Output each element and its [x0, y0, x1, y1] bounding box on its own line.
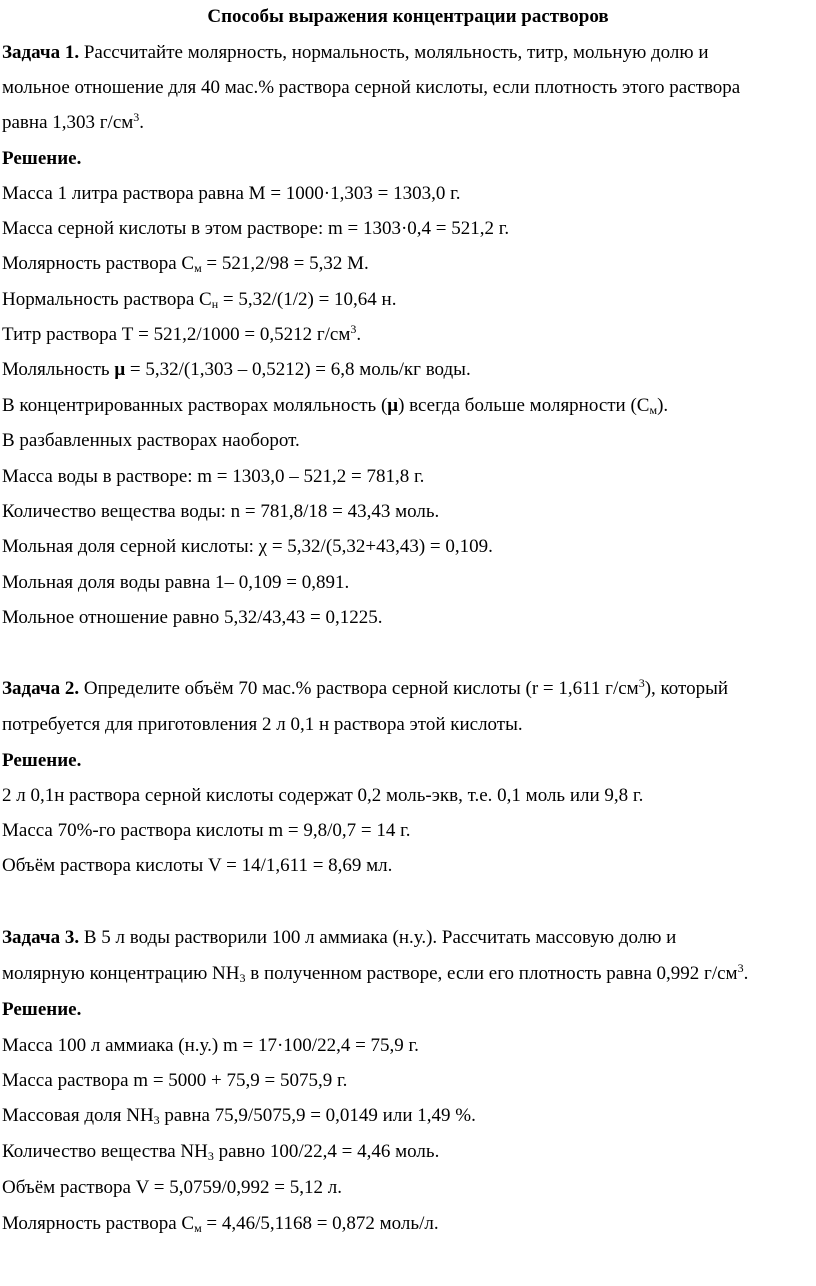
task1-step-2: Масса серной кислоты в этом растворе: m = 1303·0,4 = 521,2 г. [2, 218, 510, 239]
task1-step-4: Нормальность раствора $С_н = 5,32/(1/2) = 10,64$ н. [2, 289, 397, 311]
task1-condition-line3: равна 1,303 $г/см^3$. [2, 110, 145, 133]
task1-step-12: Мольная доля воды равна 1– 0,109 = 0,891. [2, 572, 350, 593]
task3-step-4: Количество вещества $NH_3$ равно 100/22,4 = 4,46 моль. [2, 1141, 440, 1163]
task3-label: Задача 3. [2, 927, 80, 948]
task1-step-10: Количество вещества воды: n = 781,8/18 = 43,43 моль. [2, 501, 440, 522]
task2-step-2: Масса 70%-го раствора кислоты m = 9,8/0,7 = 14 г. [2, 820, 411, 841]
task1-condition-line1: Задача 1. Рассчитайте молярность, нормальность, моляльность, титр, мольную долю и [2, 42, 709, 63]
task1-step-6: Моляльность μ = 5,32/(1,303 – 0,5212) = 6,8 моль/кг воды. [2, 359, 471, 380]
task2-condition-line1: Задача 2. Определите объём 70 мас.% раствора серной кислоты (r = 1,611 $г/см^3$), который [2, 676, 729, 699]
page-title: Способы выражения концентрации растворов [207, 6, 609, 27]
task1-condition-line2: мольное отношение для 40 мас.% раствора серной кислоты, если плотность этого раствора [2, 77, 741, 98]
task1-step-13: Мольное отношение равно 5,32/43,43 = 0,1225. [2, 607, 383, 628]
task2-solution-label: Решение. [2, 750, 82, 771]
task2-step-1: 2 л 0,1н раствора серной кислоты содержат 0,2 моль-экв, т.е. 0,1 моль или 9,8 г. [2, 785, 644, 806]
task1-step-9: Масса воды в растворе: m = 1303,0 – 521,2 = 781,8 г. [2, 466, 425, 487]
task3-solution-label: Решение. [2, 999, 82, 1020]
task2-step-3: Объём раствора кислоты V = 14/1,611 = 8,69 мл. [2, 855, 393, 876]
task2-label: Задача 2. [2, 678, 80, 699]
task1-step-5: Титр раствора Т = 521,2/1000 = 0,5212 $г/см^3$. [2, 322, 362, 345]
task3-condition-line1: Задача 3. В 5 л воды растворили 100 л аммиака (н.у.). Рассчитать массовую долю и [2, 927, 677, 948]
task3-step-6: Молярность раствора $С_м = 4,46/5,1168 = 0,872$ моль/л. [2, 1213, 439, 1235]
task1-step-3: Молярность раствора $С_м = 521,2/98 = 5,32$ М. [2, 253, 369, 275]
task3-step-5: Объём раствора V = 5,0759/0,992 = 5,12 л. [2, 1177, 342, 1198]
task1-label: Задача 1. [2, 42, 80, 63]
task1-step-8: В разбавленных растворах наоборот. [2, 430, 300, 451]
task1-solution-label: Решение. [2, 148, 82, 169]
task1-step-11: Мольная доля серной кислоты: χ = 5,32/(5,32+43,43) = 0,109. [2, 536, 493, 557]
task3-step-1: Масса 100 л аммиака (н.у.) m = 17·100/22,4 = 75,9 г. [2, 1035, 419, 1056]
task1-step-1: Масса 1 литра раствора равна М = 1000·1,303 = 1303,0 г. [2, 183, 461, 204]
task1-step-7: В концентрированных растворах моляльность (μ) всегда больше молярности $(С_м)$. [2, 395, 669, 417]
task3-condition-line2: молярную концентрацию $NH_3$ в полученном растворе, если его плотность равна 0,992 $г/см^3$. [2, 961, 749, 985]
task3-step-3: Массовая доля $NH_3$ равна 75,9/5075,9 = 0,0149 или 1,49 %. [2, 1105, 476, 1127]
task3-step-2: Масса раствора m = 5000 + 75,9 = 5075,9 г. [2, 1070, 348, 1091]
task2-condition-line2: потребуется для приготовления 2 л 0,1 н раствора этой кислоты. [2, 714, 523, 735]
